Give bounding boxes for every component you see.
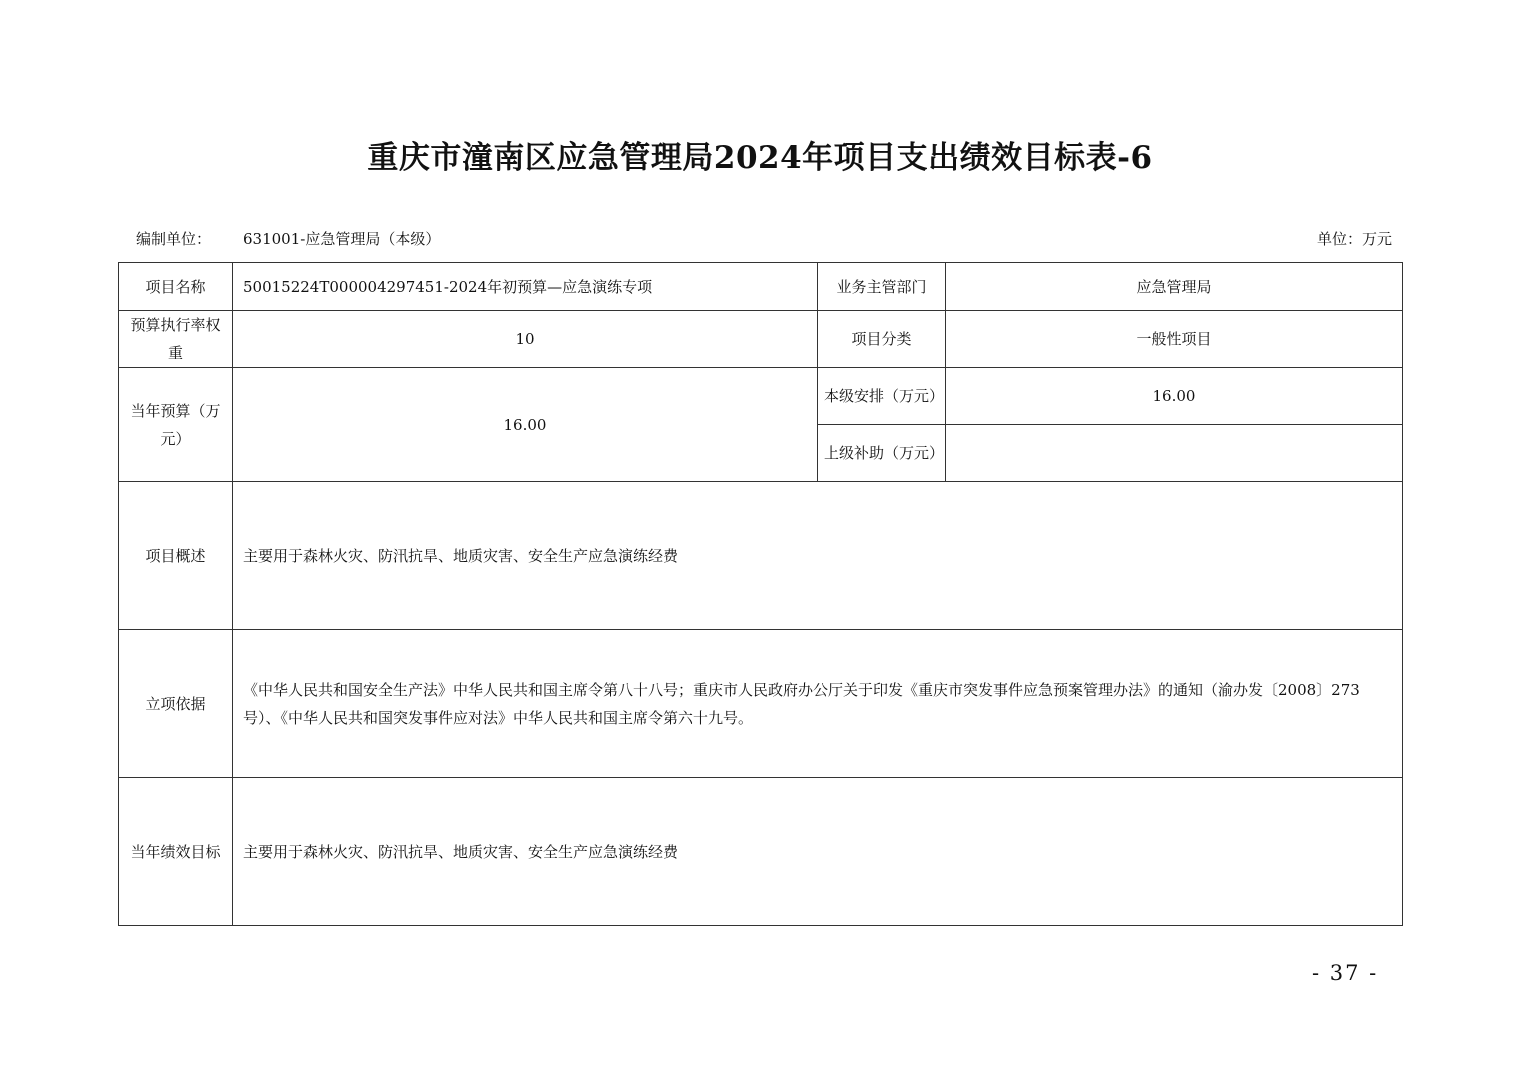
upper-subsidy-label: 上级补助（万元）	[818, 425, 946, 482]
table-row	[119, 368, 1403, 425]
category-label: 项目分类	[818, 311, 946, 368]
basis-value: 《中华人民共和国安全生产法》中华人民共和国主席令第八十八号；重庆市人民政府办公厅关于印发《重庆市突发事件应急预案管理办法》的通知（渝办发〔2008〕273号）、《中华人民共和国突发事件应对法》中华人民共和国主席令第六十九号。	[233, 630, 1403, 778]
compiling-unit-value: 631001-应急管理局（本级）	[243, 230, 441, 248]
compiling-unit-label: 编制单位：	[136, 230, 212, 248]
table-row	[119, 778, 1403, 926]
page-title: 重庆市潼南区应急管理局2024年项目支出绩效目标表-6	[367, 140, 1153, 176]
goal-value: 主要用于森林火灾、防汛抗旱、地质灾害、安全生产应急演练经费	[233, 778, 1403, 926]
upper-subsidy-value	[946, 425, 1403, 482]
overview-value: 主要用于森林火灾、防汛抗旱、地质灾害、安全生产应急演练经费	[233, 482, 1403, 630]
project-name-label: 项目名称	[119, 263, 233, 311]
budget-label: 当年预算（万元）	[119, 368, 233, 482]
dept-label: 业务主管部门	[818, 263, 946, 311]
local-allocation-value: 16.00	[946, 368, 1403, 425]
table-row	[119, 630, 1403, 778]
currency-unit: 单位：万元	[1316, 230, 1392, 248]
basis-label: 立项依据	[119, 630, 233, 778]
performance-target-table	[118, 262, 1403, 926]
overview-label: 项目概述	[119, 482, 233, 630]
dept-value: 应急管理局	[946, 263, 1403, 311]
page-number: - 37 -	[1312, 961, 1379, 985]
table-row	[119, 311, 1403, 368]
table-row	[119, 263, 1403, 311]
local-allocation-label: 本级安排（万元）	[818, 368, 946, 425]
table-row	[119, 482, 1403, 630]
project-name-value: 50015224T000004297451-2024年初预算—应急演练专项	[233, 263, 818, 311]
goal-label: 当年绩效目标	[119, 778, 233, 926]
exec-rate-label: 预算执行率权重	[119, 311, 233, 368]
category-value: 一般性项目	[946, 311, 1403, 368]
exec-rate-value: 10	[233, 311, 818, 368]
budget-value: 16.00	[233, 368, 818, 482]
